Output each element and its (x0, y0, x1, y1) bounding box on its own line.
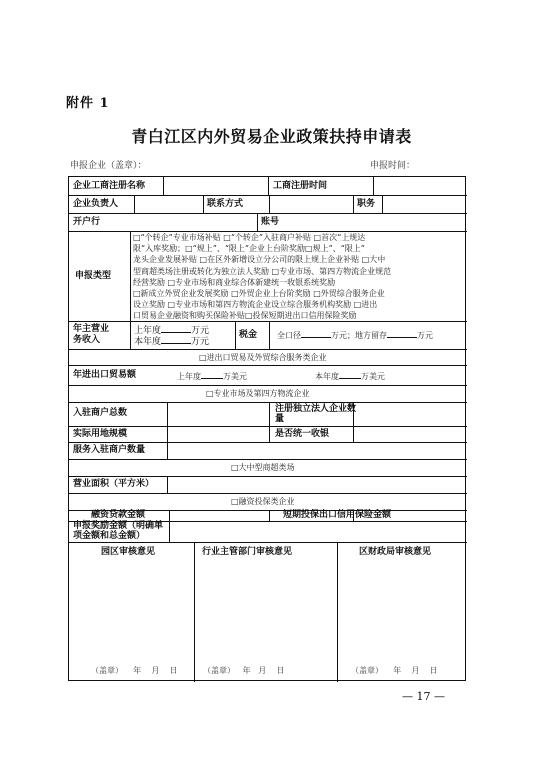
application-form-table (68, 176, 466, 681)
duty-label: 职务 (357, 199, 376, 209)
apply-type-line: 限”入库奖励；□“规上”、“限上”企业上台阶奖励□规上”、“限上” (133, 244, 365, 254)
revenue-this-year: 本年度 万元 (134, 337, 210, 347)
apply-type-label: 申报类型 (75, 271, 112, 281)
application-date-label: 申报时间： (370, 161, 416, 171)
trade-last-year: 上年度 万美元 (177, 372, 247, 381)
revenue-last-year: 上年度 万元 (134, 326, 210, 336)
applicant-company-label: 申报企业（盖章）： (70, 161, 147, 171)
park-review-label: 园区审核意见 (101, 547, 156, 557)
reward-amount-label-line1: 申报奖励金额（明确单 (73, 521, 164, 531)
service-tenants-label: 服务入驻商户数量 (73, 445, 146, 455)
section-finance: □融资投保类企业 (231, 497, 295, 506)
tax-label: 税金 (239, 330, 258, 340)
page-number: — 17 — (402, 690, 445, 703)
legal-entities-label-line1: 注册独立法人企业数 (275, 404, 357, 414)
revenue-label-line2: 务收入 (73, 335, 101, 345)
company-head-label: 企业负责人 (73, 199, 119, 209)
registration-time-label: 工商注册时间 (273, 181, 328, 191)
apply-type-line: □新成立外贸企业发展奖励 □外贸企业上台阶奖励 □外贸综合服务企业 (133, 289, 385, 298)
insurance-amount-label: 短期投保出口信用保险金额 (283, 510, 392, 520)
department-review-label: 行业主管部门审核意见 (202, 547, 293, 557)
loan-amount-label: 融资贷款金额 (91, 510, 146, 520)
page-title: 青白江区内外贸易企业政策扶持申请表 (131, 127, 412, 146)
apply-type-line: 型商超类场注册或转化为独立法人奖励 □专业市场、第四方物流企业规范 (133, 266, 392, 276)
tenants-total-label: 入驻商户总数 (73, 408, 128, 418)
reward-amount-label-line2: 项金额和总金额） (73, 531, 146, 541)
park-seal-line: （盖章） 年 月 日 (91, 666, 178, 675)
revenue-label-line1: 年主营业 (73, 324, 110, 334)
section-mall: □大中型商超类场 (231, 463, 295, 472)
department-seal-line: （盖章） 年 月 日 (203, 666, 285, 675)
land-scale-label: 实际用地规模 (73, 429, 128, 439)
bank-label: 开户行 (73, 217, 101, 227)
attachment-label: 附件 1 (66, 96, 110, 111)
apply-type-line: 龙头企业发展补贴 □在区外新增设立分公司的限上规上企业补贴 □大中 (133, 255, 386, 265)
unified-cashier-label: 是否统一收银 (275, 429, 330, 439)
section-trade: □进出口贸易及外贸综合服务类企业 (199, 353, 327, 362)
account-label: 账号 (261, 217, 280, 227)
tax-amounts: 全口径 万元；地方留存 万元 (277, 331, 433, 340)
company-name-label: 企业工商注册名称 (73, 181, 146, 191)
trade-amount-label: 年进出口贸易额 (73, 370, 137, 380)
apply-type-line: □“个转企”专业市场补贴 □“个转企”入驻商户补贴 □首次“上规达 (133, 233, 366, 242)
trade-this-year: 本年度 万美元 (315, 372, 385, 381)
finance-bureau-review-label: 区财政局审核意见 (359, 547, 432, 557)
apply-type-line: 经营奖励 □专业市场和商业综合体新建统一收银系统奖励 (133, 277, 336, 287)
legal-entities-label-line2: 量 (275, 414, 285, 424)
section-market: □专业市场及第四方物流企业 (206, 389, 310, 398)
apply-type-line: 口贸易企业融资和购买保险补贴□投保短期进出口信用保险奖励 (133, 311, 357, 321)
finance-seal-line: （盖章） 年 月 日 (351, 666, 438, 675)
business-area-label: 营业面积（平方米） (73, 479, 155, 489)
apply-type-line: 设立奖励 □专业市场和第四方物流企业设立综合服务机构奖励 □进出 (133, 300, 378, 310)
contact-label: 联系方式 (207, 199, 244, 209)
